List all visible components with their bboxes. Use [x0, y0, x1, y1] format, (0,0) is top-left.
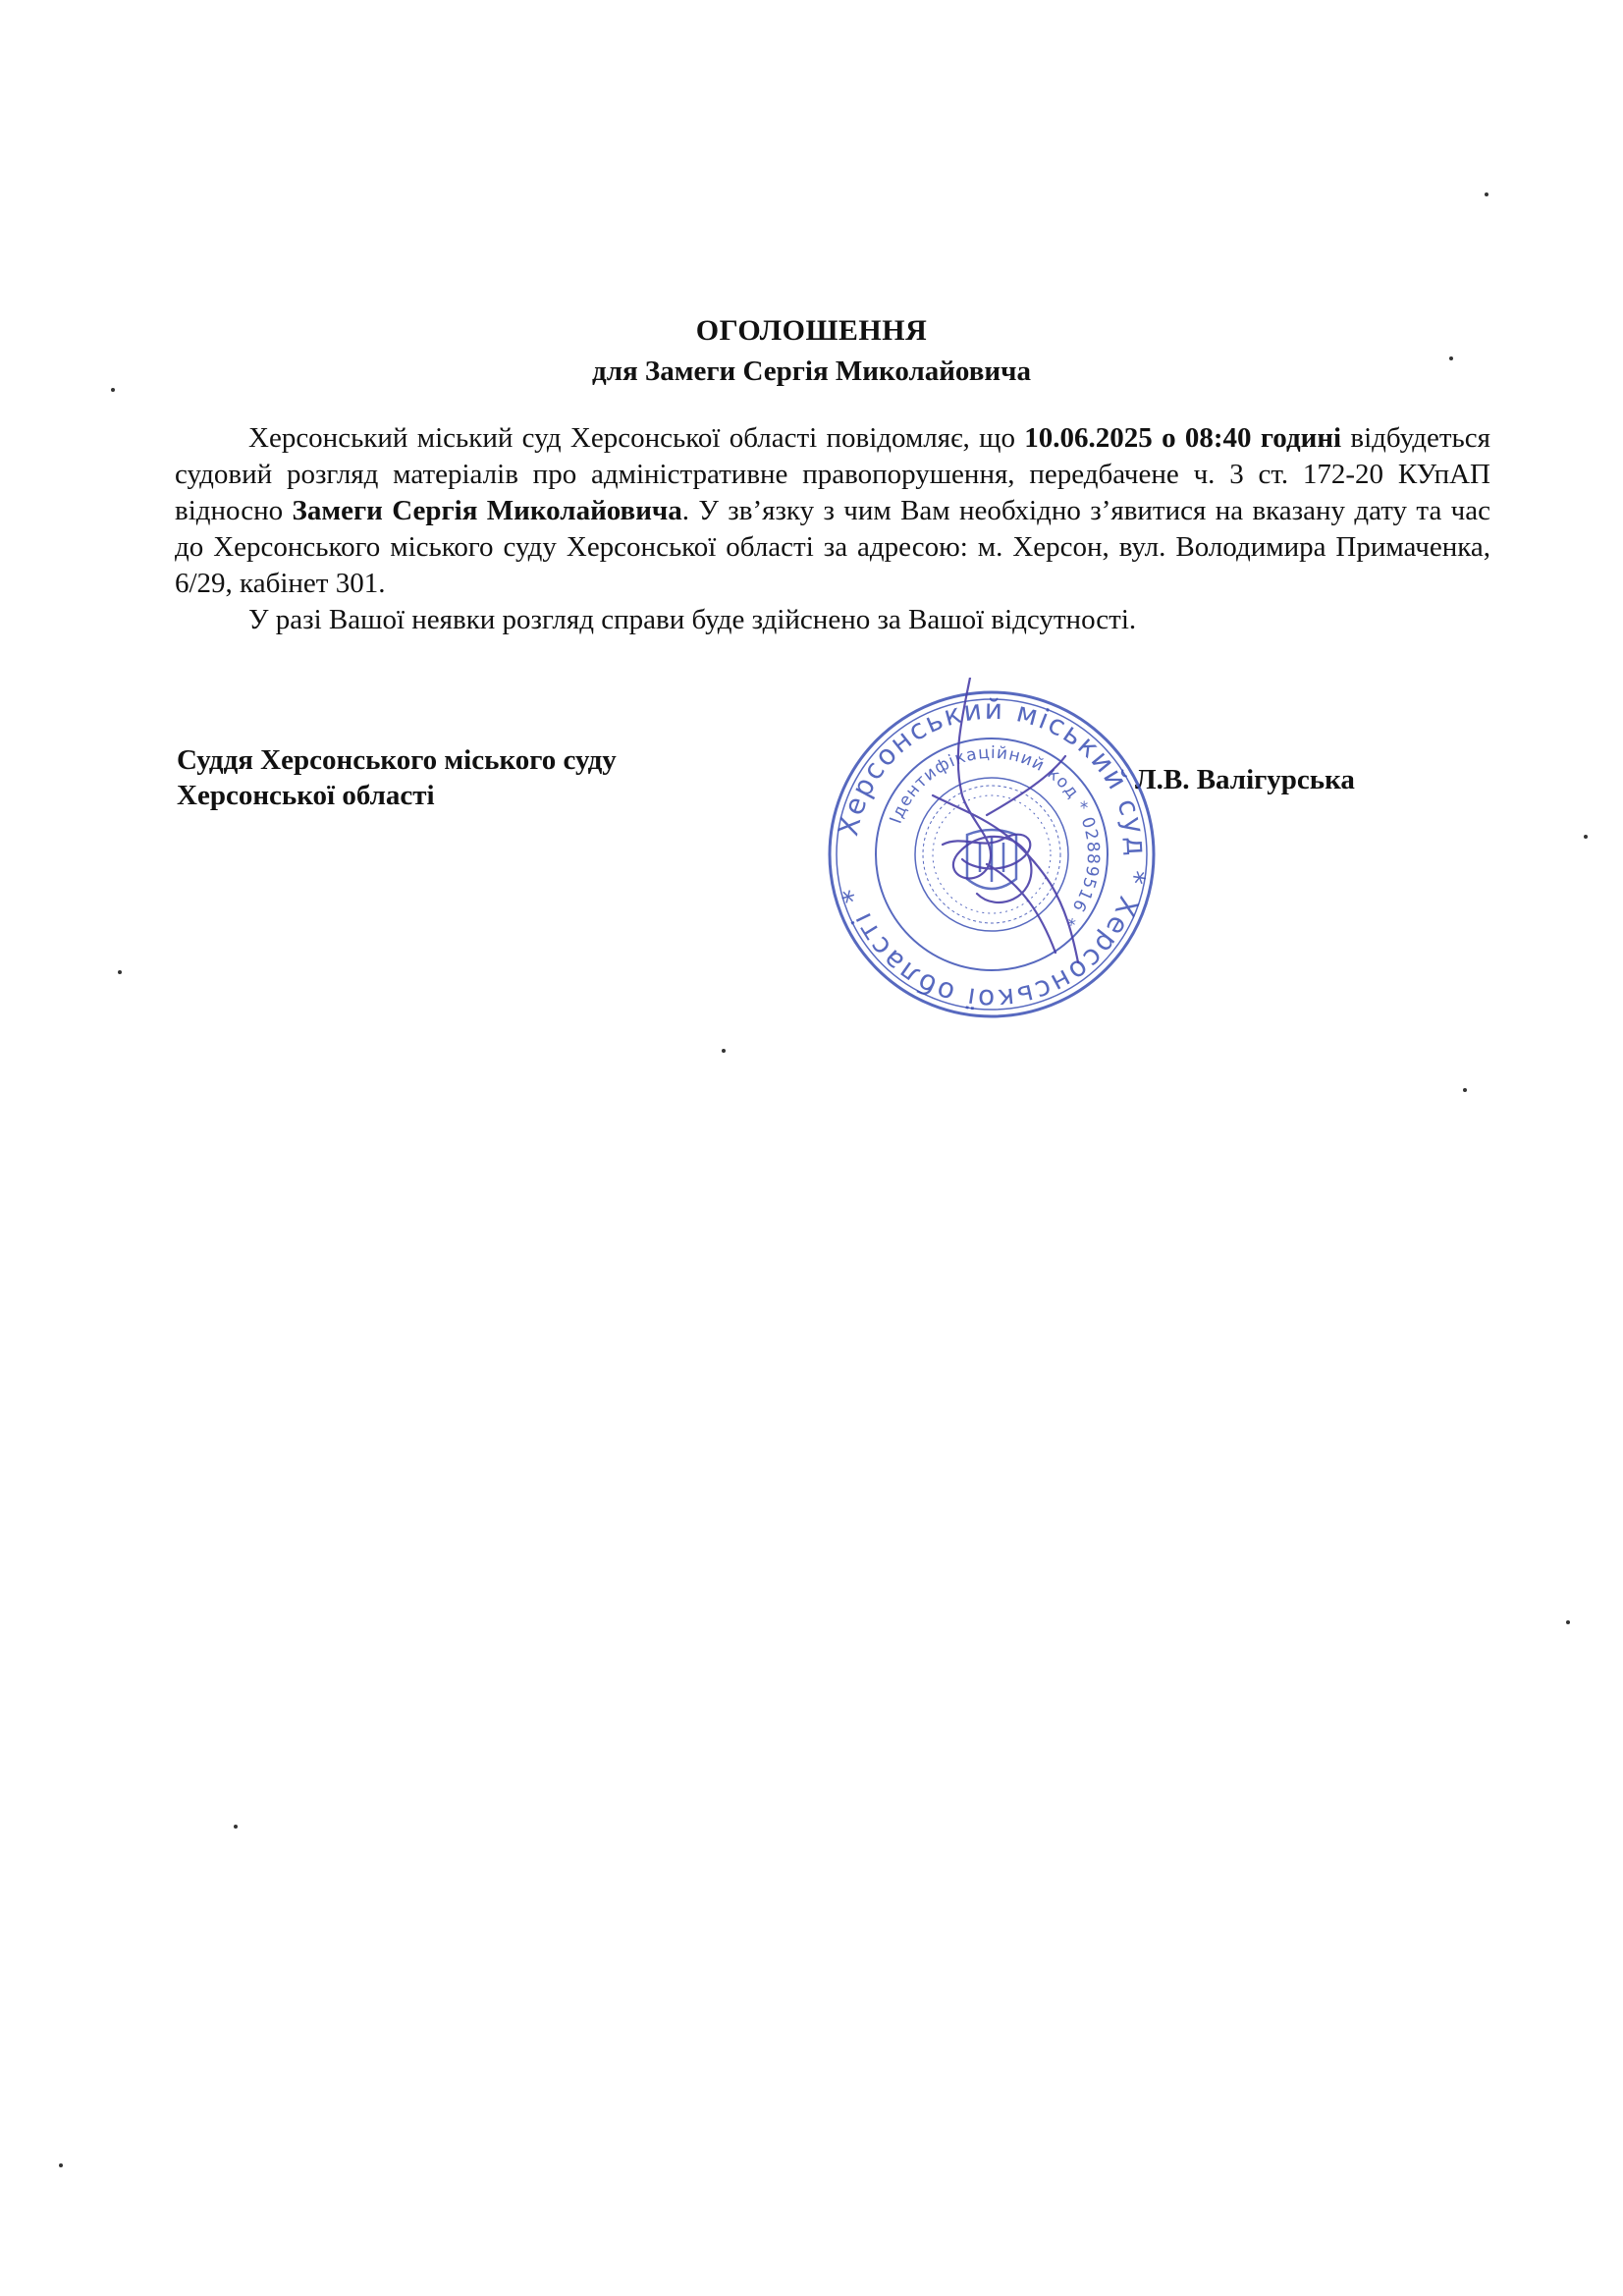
court-seal-stamp — [815, 678, 1168, 1031]
scan-speck — [1566, 1620, 1570, 1624]
scan-speck — [1463, 1088, 1467, 1092]
notice-text-part1: Херсонський міський суд Херсонської області повідомляє, що — [248, 422, 1025, 454]
scan-speck — [118, 970, 122, 974]
absence-paragraph: У разі Вашої неявки розгляд справи буде здійснено за Вашої відсутності. — [248, 604, 1137, 635]
scan-speck — [1485, 192, 1488, 196]
document-title: ОГОЛОШЕННЯ — [695, 314, 928, 347]
notice-text-part3: . У зв’язку з чим Вам необхідно з’явитися на вказану дату та час до Херсонського міського суду Херсонської області за адресою: м. Херсон, вул. Володимира Примаченка, 6/29, кабінет 301. — [175, 495, 1491, 599]
notice-paragraph — [175, 420, 1490, 602]
notice-text-part2: відбудеться судовий розгляд матеріалів про адміністративне правопорушення, передбачене ч. 3 ст. 172-20 КУпАП відносно — [175, 422, 1490, 526]
person-name: Замеги Сергія Миколайовича — [292, 495, 682, 526]
document-subtitle: для Замеги Сергія Миколайовича — [592, 355, 1031, 387]
scan-speck — [59, 2163, 63, 2167]
seal-outer-text: Херсонський міський суд * Херсонської області * — [832, 692, 1154, 1016]
hearing-date-time: 10.06.2025 о 08:40 годині — [1024, 422, 1342, 454]
scan-speck — [1449, 356, 1453, 360]
document-body — [175, 420, 1490, 638]
judge-title-line1: Суддя Херсонського міського суду — [177, 744, 617, 776]
scan-speck — [1584, 835, 1588, 839]
scan-speck — [234, 1825, 238, 1829]
judge-name: Л.В. Валігурська — [1135, 764, 1355, 795]
seal-inner-text: Ідентифікаційний код * 02889516 * — [886, 742, 1104, 931]
judge-title-line2: Херсонської області — [177, 780, 435, 811]
judge-title — [177, 742, 617, 813]
scan-speck — [111, 388, 115, 392]
scan-speck — [722, 1049, 726, 1053]
